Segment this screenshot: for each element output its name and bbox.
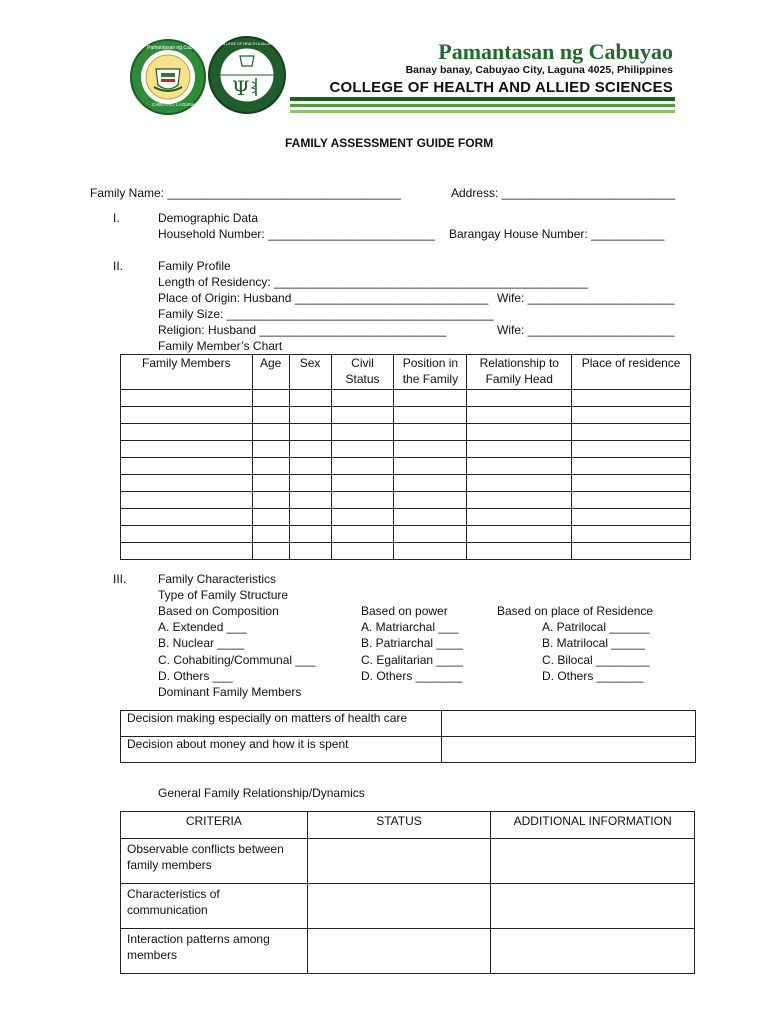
family-member-cell[interactable]: [331, 458, 394, 475]
composition-option-nuclear[interactable]: B. Nuclear ____: [158, 636, 245, 650]
family-member-cell[interactable]: [394, 424, 467, 441]
col-position-in-family: Position in the Family: [394, 355, 467, 390]
family-member-cell[interactable]: [252, 458, 289, 475]
family-member-cell[interactable]: [467, 526, 572, 543]
power-option-egalitarian[interactable]: C. Egalitarian ____: [361, 653, 464, 667]
header-bar-mid: [290, 104, 675, 107]
family-member-cell[interactable]: [289, 424, 331, 441]
family-member-cell[interactable]: [331, 424, 394, 441]
criteria-label: Interaction patterns among members: [121, 929, 308, 974]
family-member-cell[interactable]: [121, 458, 253, 475]
relationship-dynamics-title: General Family Relationship/Dynamics: [158, 786, 365, 800]
family-member-cell[interactable]: [289, 543, 331, 560]
col-age: Age: [252, 355, 289, 390]
criteria-table: [120, 811, 695, 974]
family-member-cell[interactable]: [331, 509, 394, 526]
family-member-cell[interactable]: [467, 390, 572, 407]
status-cell[interactable]: [307, 884, 491, 929]
family-member-cell[interactable]: [252, 424, 289, 441]
family-member-row: [121, 390, 691, 407]
family-member-cell[interactable]: [572, 441, 691, 458]
dominant-family-members-label: Dominant Family Members: [158, 685, 302, 699]
residence-option-patrilocal[interactable]: A. Patrilocal ______: [542, 620, 650, 634]
decision-label: Decision about money and how it is spent: [121, 737, 442, 763]
section-3-title: Family Characteristics: [158, 572, 277, 586]
family-member-cell[interactable]: [289, 390, 331, 407]
status-cell[interactable]: [307, 929, 491, 974]
decision-answer-cell[interactable]: [442, 711, 696, 737]
family-member-cell[interactable]: [252, 407, 289, 424]
composition-option-extended[interactable]: A. Extended ___: [158, 620, 247, 634]
family-member-cell[interactable]: [394, 458, 467, 475]
family-member-cell[interactable]: [331, 475, 394, 492]
composition-option-cohabiting[interactable]: C. Cohabiting/Communal ___: [158, 653, 316, 667]
seal-text-bottom: CABUYAO, LAGUNA: [152, 102, 195, 107]
family-member-cell[interactable]: [252, 526, 289, 543]
family-member-cell[interactable]: [467, 509, 572, 526]
family-member-cell[interactable]: [331, 390, 394, 407]
family-member-cell[interactable]: [467, 407, 572, 424]
family-member-cell[interactable]: [572, 543, 691, 560]
residence-option-bilocal[interactable]: C. Bilocal ________: [542, 653, 650, 667]
col-criteria: CRITERIA: [121, 812, 308, 839]
family-member-row: [121, 475, 691, 492]
family-member-row: [121, 509, 691, 526]
col-sex: Sex: [289, 355, 331, 390]
family-members-chart-title: Family Member’s Chart: [158, 339, 283, 353]
length-of-residency-field[interactable]: Length of Residency: _______________________________________________: [158, 275, 588, 289]
col-additional-information: ADDITIONAL INFORMATION: [491, 812, 695, 839]
family-member-cell[interactable]: [572, 458, 691, 475]
family-member-cell[interactable]: [121, 441, 253, 458]
barangay-house-number-field[interactable]: Barangay House Number: ___________: [449, 227, 665, 241]
form-title: FAMILY ASSESSMENT GUIDE FORM: [285, 136, 494, 150]
family-member-cell[interactable]: [289, 458, 331, 475]
residence-option-others[interactable]: D. Others _______: [542, 669, 644, 683]
criteria-row: [121, 884, 695, 929]
family-member-cell[interactable]: [331, 543, 394, 560]
family-member-cell[interactable]: [394, 407, 467, 424]
section-1-title: Demographic Data: [158, 211, 259, 225]
residence-option-matrilocal[interactable]: B. Matrilocal _____: [542, 636, 645, 650]
decision-answer-cell[interactable]: [442, 737, 696, 763]
family-member-cell[interactable]: [572, 492, 691, 509]
family-members-header-row: [121, 355, 691, 390]
family-member-row: [121, 543, 691, 560]
power-option-matriarchal[interactable]: A. Matriarchal ___: [361, 620, 459, 634]
family-member-cell[interactable]: [331, 492, 394, 509]
decision-label: Decision making especially on matters of health care: [121, 711, 442, 737]
religion-wife-field[interactable]: Wife: ______________________: [497, 323, 675, 337]
family-member-cell[interactable]: [467, 424, 572, 441]
col-status: STATUS: [307, 812, 491, 839]
family-member-cell[interactable]: [121, 407, 253, 424]
decision-row: [121, 737, 696, 763]
family-name-field[interactable]: Family Name: ___________________________________: [90, 186, 401, 200]
family-member-cell[interactable]: [572, 407, 691, 424]
family-member-cell[interactable]: [289, 509, 331, 526]
family-size-field[interactable]: Family Size: ________________________________________: [158, 307, 494, 321]
power-heading: Based on power: [361, 604, 448, 618]
col-relationship-to-head: Relationship to Family Head: [467, 355, 572, 390]
university-name: Pamantasan ng Cabuyao: [438, 39, 673, 64]
power-option-patriarchal[interactable]: B. Patriarchal ____: [361, 636, 464, 650]
additional-info-cell[interactable]: [491, 839, 695, 884]
family-member-cell[interactable]: [467, 441, 572, 458]
additional-info-cell[interactable]: [491, 929, 695, 974]
family-member-cell[interactable]: [572, 475, 691, 492]
header-bar-dark: [290, 97, 675, 101]
family-member-cell[interactable]: [467, 458, 572, 475]
family-member-cell[interactable]: [252, 441, 289, 458]
place-of-origin-wife-field[interactable]: Wife: ______________________: [497, 291, 675, 305]
col-place-of-residence: Place of residence: [572, 355, 691, 390]
family-member-cell[interactable]: [252, 509, 289, 526]
family-member-row: [121, 458, 691, 475]
family-member-cell[interactable]: [121, 509, 253, 526]
family-member-cell[interactable]: [572, 424, 691, 441]
section-2-title: Family Profile: [158, 259, 231, 273]
family-member-cell[interactable]: [121, 390, 253, 407]
family-member-row: [121, 492, 691, 509]
header-bar-light: [290, 110, 675, 113]
college-seal-logo: [208, 36, 293, 114]
family-member-cell[interactable]: [331, 526, 394, 543]
family-member-cell[interactable]: [289, 492, 331, 509]
family-member-cell[interactable]: [252, 475, 289, 492]
dominant-members-table: [120, 710, 696, 763]
family-member-cell[interactable]: [467, 543, 572, 560]
family-member-cell[interactable]: [289, 441, 331, 458]
family-member-cell[interactable]: [394, 509, 467, 526]
family-member-cell[interactable]: [121, 526, 253, 543]
criteria-header-row: [121, 812, 695, 839]
composition-heading: Based on Composition: [158, 604, 279, 618]
family-member-cell[interactable]: [289, 407, 331, 424]
family-structure-subtitle: Type of Family Structure: [158, 588, 289, 602]
family-member-cell[interactable]: [572, 526, 691, 543]
family-member-cell[interactable]: [121, 424, 253, 441]
college-seal-symbol: Ψ: [232, 76, 250, 100]
family-member-cell[interactable]: [252, 492, 289, 509]
criteria-label: Observable conflicts between family members: [121, 839, 308, 884]
family-member-cell[interactable]: [467, 492, 572, 509]
college-name: COLLEGE OF HEALTH AND ALLIED SCIENCES: [329, 79, 673, 96]
decision-row: [121, 711, 696, 737]
family-member-cell[interactable]: [394, 526, 467, 543]
family-member-cell[interactable]: [331, 441, 394, 458]
family-member-cell[interactable]: [572, 390, 691, 407]
family-members-table: [120, 354, 691, 560]
family-member-cell[interactable]: [289, 526, 331, 543]
section-1-number: I.: [113, 211, 120, 225]
family-member-cell[interactable]: [331, 407, 394, 424]
family-member-row: [121, 407, 691, 424]
col-civil-status: Civil Status: [331, 355, 394, 390]
criteria-row: [121, 929, 695, 974]
family-member-cell[interactable]: [252, 390, 289, 407]
criteria-row: [121, 839, 695, 884]
power-option-others[interactable]: D. Others _______: [361, 669, 463, 683]
residence-heading: Based on place of Residence: [497, 604, 654, 618]
family-member-cell[interactable]: [467, 475, 572, 492]
family-member-cell[interactable]: [572, 509, 691, 526]
family-member-cell[interactable]: [121, 492, 253, 509]
religion-husband-field[interactable]: Religion: Husband ____________________________: [158, 323, 447, 337]
criteria-label: Characteristics of communication: [121, 884, 308, 929]
address-field[interactable]: Address: __________________________: [451, 186, 676, 200]
family-member-cell[interactable]: [394, 441, 467, 458]
family-member-cell[interactable]: [289, 475, 331, 492]
family-member-row: [121, 441, 691, 458]
section-3-number: III.: [113, 572, 127, 586]
college-seal-text: COLLEGE OF HEALTH & ALLIED SCIENCES: [219, 42, 293, 46]
university-seal-logo: [130, 39, 206, 115]
family-member-cell[interactable]: [121, 543, 253, 560]
status-cell[interactable]: [307, 839, 491, 884]
seal-text-top: Pamantasan ng Cabuyao: [147, 45, 204, 51]
place-of-origin-husband-field[interactable]: Place of Origin: Husband _____________________________: [158, 291, 489, 305]
household-number-field[interactable]: Household Number: _________________________: [158, 227, 435, 241]
family-member-cell[interactable]: [394, 543, 467, 560]
family-member-cell[interactable]: [394, 475, 467, 492]
col-family-members: Family Members: [121, 355, 253, 390]
composition-option-others[interactable]: D. Others ___: [158, 669, 233, 683]
section-2-number: II.: [113, 259, 124, 273]
university-address: Banay banay, Cabuyao City, Laguna 4025, Philippines: [405, 64, 673, 76]
family-member-cell[interactable]: [121, 475, 253, 492]
additional-info-cell[interactable]: [491, 884, 695, 929]
family-member-row: [121, 424, 691, 441]
family-member-cell[interactable]: [252, 543, 289, 560]
family-member-row: [121, 526, 691, 543]
family-member-cell[interactable]: [394, 390, 467, 407]
family-member-cell[interactable]: [394, 492, 467, 509]
